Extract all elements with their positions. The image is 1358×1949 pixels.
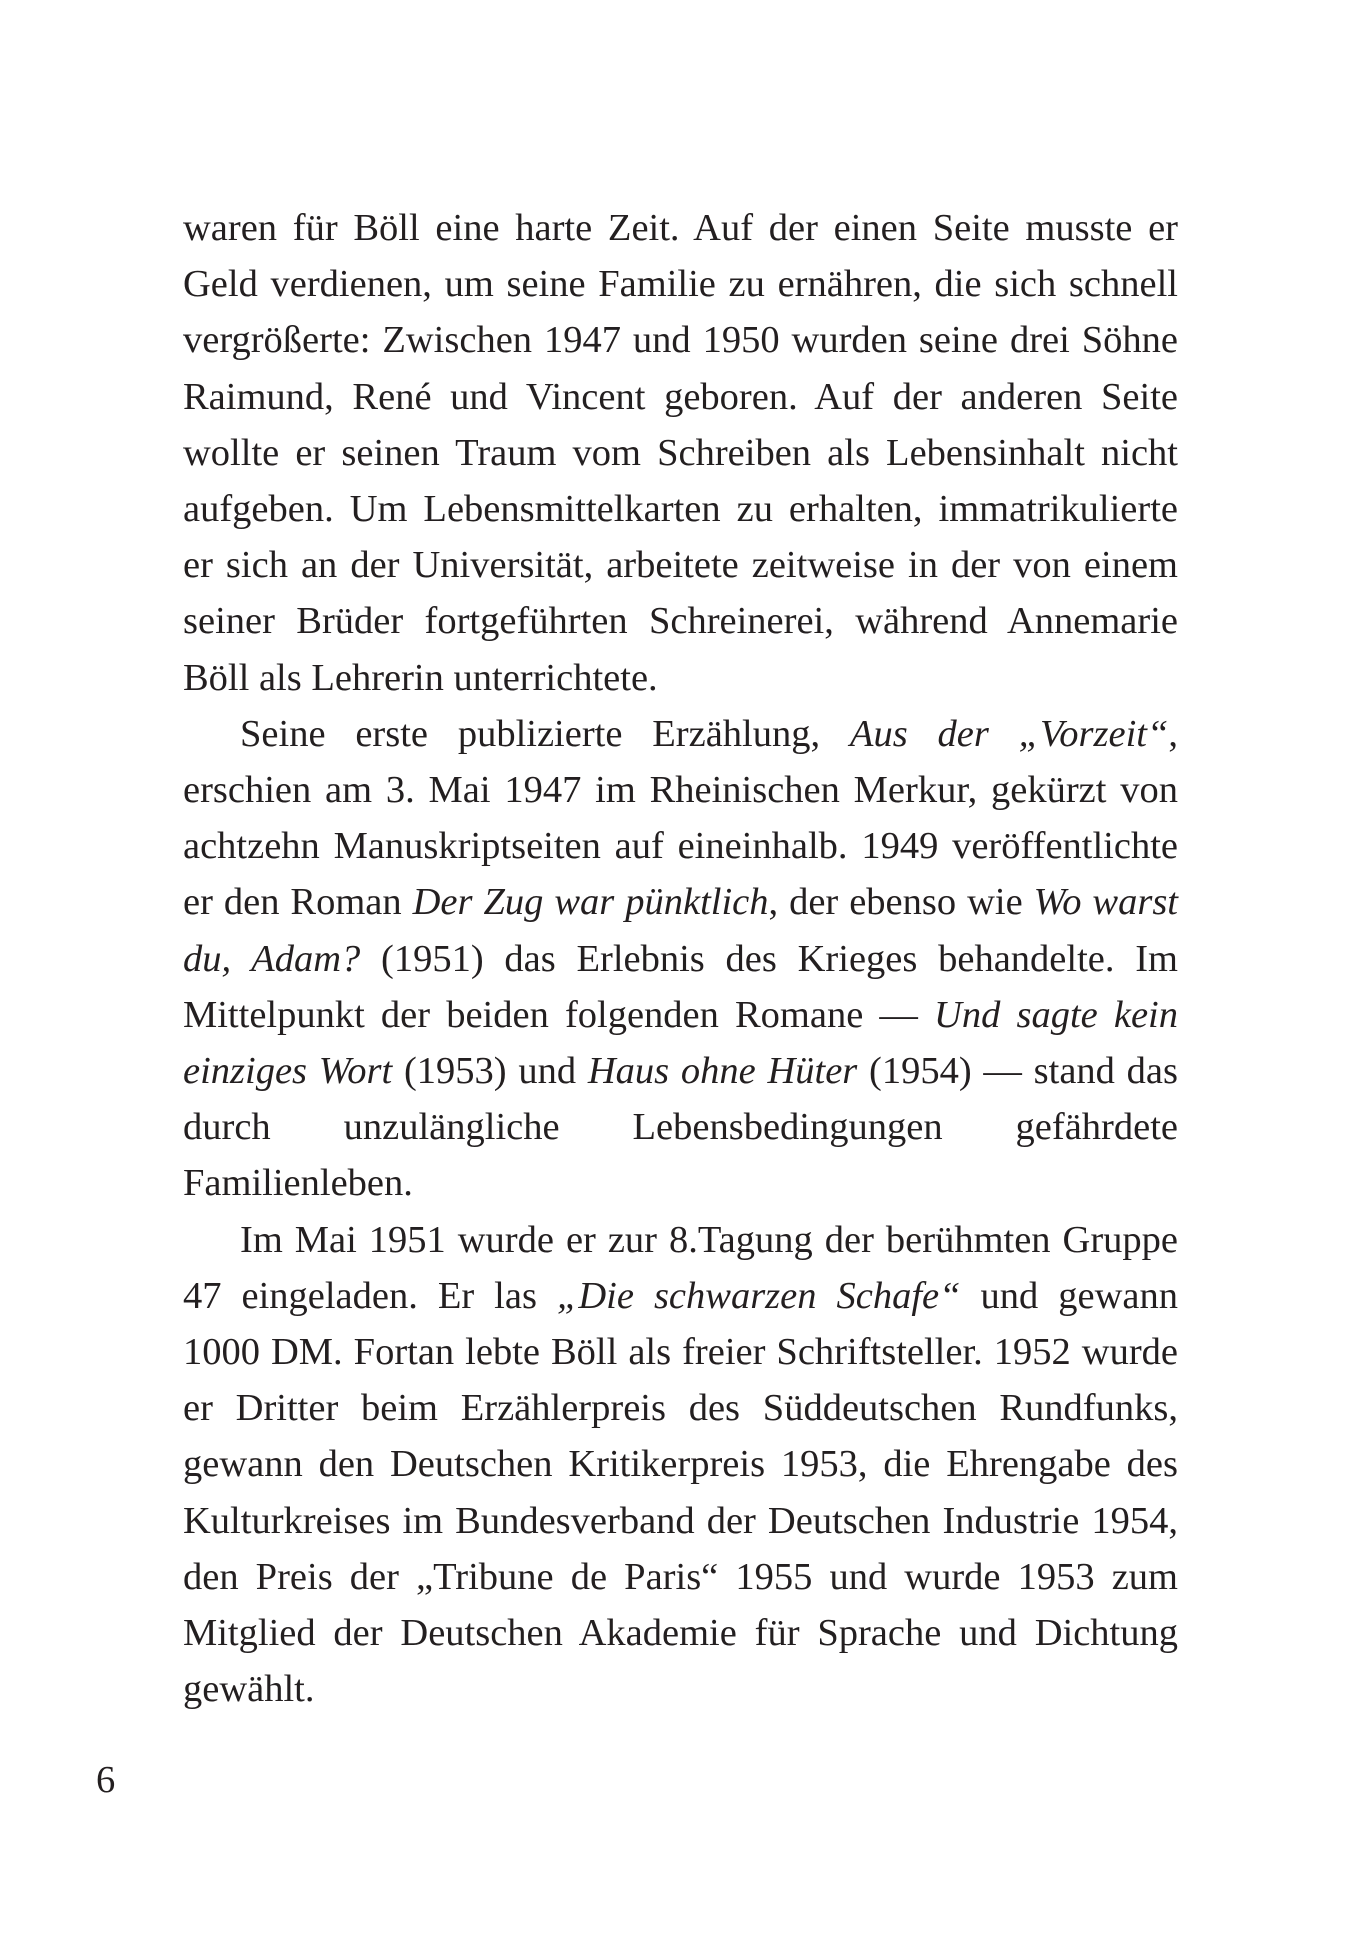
text-run: Seine erste publizierte Erzählung, (240, 712, 850, 755)
paragraph-1 (183, 200, 1178, 706)
book-title: Wo warst du, Adam? (183, 881, 1179, 980)
book-title: Aus der „Vorzeit“ (849, 712, 1169, 755)
text-run: waren für Böll eine harte Zeit. Auf der einen Seite musste er Geld verdienen, um seine Familie zu ernähren, die sich schnell vergrößerte: Zwischen 1947 und 1950 wurden seine drei Söhne Raimund, René und Vincent geboren. Auf der anderen Seite wollte er seinen Traum vom Schreiben als Lebensinhalt nicht aufgeben. Um Lebensmittelkarten zu erhalten, immatrikulierte er sich an der Universität, arbeitete zeitweise in der von einem seiner Brüder fortgeführten Schreinerei, während Annemarie Böll als Lehrerin unterrichtete. (183, 207, 1178, 699)
book-title: Und sagte kein einziges Wort (183, 993, 1178, 1093)
paragraph-3 (183, 1212, 1178, 1718)
book-title: Haus ohne Hüter (587, 1050, 858, 1093)
text-run: und gewann 1000 DM. Fortan lebte Böll als freier Schriftsteller. 1952 wurde er Dritter beim Erzählerpreis des Süddeutschen Rundfunks, gewann den Deutschen Kritikerpreis 1953, die Ehrengabe des Kulturkreises im Bundesverband der Deutschen Industrie 1954, den Preis der „Tribune de Paris“ 1955 und wurde 1953 zum Mitglied der Deutschen Akademie für Sprache und Dichtung gewählt. (183, 1274, 1178, 1711)
page-number: 6 (96, 1759, 116, 1801)
book-title: Der Zug war pünktlich (412, 881, 769, 924)
text-run: , erschien am 3. Mai 1947 im Rheinischen Merkur, gekürzt von achtzehn Manuskriptseiten auf eineinhalb. 1949 veröffentlichte er den Roman (183, 712, 1179, 924)
body-text (183, 200, 1178, 1717)
book-title: „Die schwarzen Schafe“ (556, 1274, 961, 1317)
text-run: (1954) — stand das durch unzulängliche Lebensbedingungen gefährdete Familienleben. (183, 1050, 1178, 1205)
paragraph-2 (183, 706, 1178, 1212)
text-run: (1953) und (392, 1050, 588, 1093)
text-run: Im Mai 1951 wurde er zur 8.Tagung der berühmten Gruppe 47 eingeladen. Er las (183, 1218, 1178, 1317)
text-run: (1951) das Erlebnis des Krieges behandelte. Im Mittelpunkt der beiden folgenden Romane — (183, 937, 1178, 1036)
text-run: , der ebenso wie (768, 881, 1034, 924)
